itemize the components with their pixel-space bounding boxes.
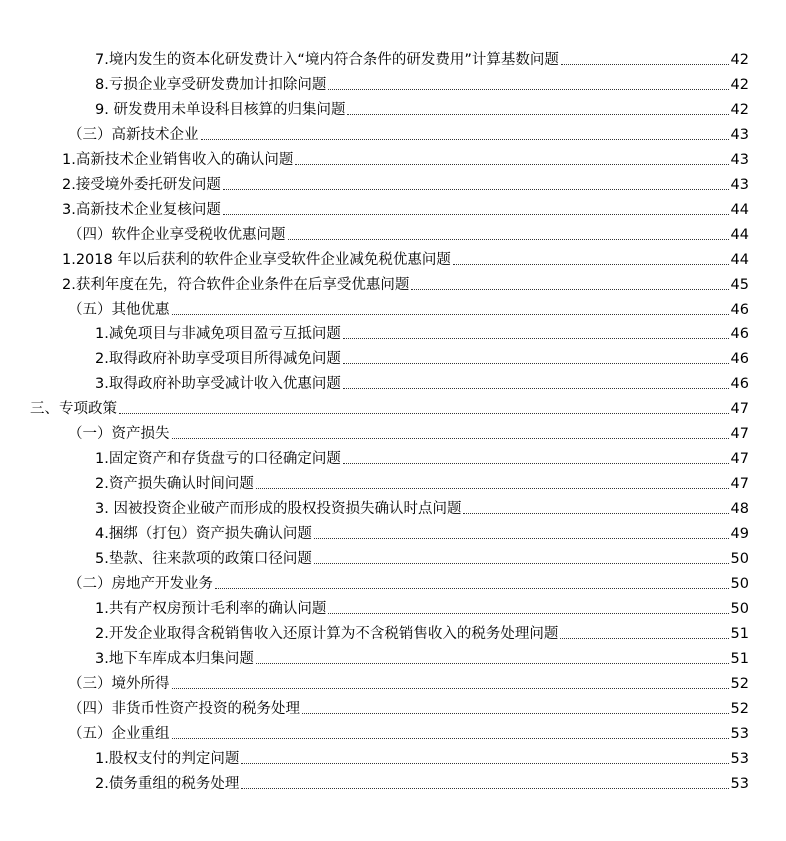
toc-entry-title: （四）软件企业享受税收优惠问题 (68, 226, 286, 243)
toc-page-number: 50 (730, 600, 749, 617)
dot-leader (560, 638, 728, 639)
dot-leader (343, 388, 729, 389)
toc-page-number: 53 (730, 750, 749, 767)
toc-page-number: 51 (730, 625, 749, 642)
toc-entry-title: 1.2018 年以后获利的软件企业享受软件企业减免税优惠问题 (62, 251, 451, 268)
toc-entry[interactable] (68, 419, 749, 444)
toc-page-number: 44 (730, 226, 749, 243)
toc-entry[interactable] (95, 70, 749, 95)
toc-page-number: 51 (730, 650, 749, 667)
toc-page-number: 44 (730, 201, 749, 218)
toc-entry[interactable] (95, 45, 749, 70)
toc-page-number: 50 (730, 551, 749, 567)
toc-entry-title: 1.高新技术企业销售收入的确认问题 (62, 151, 294, 168)
toc-entry[interactable] (95, 594, 749, 619)
toc-entry[interactable] (95, 619, 749, 644)
toc-page-number: 50 (730, 575, 749, 592)
toc-entry[interactable] (68, 669, 749, 694)
toc-page-number: 52 (730, 675, 749, 692)
toc-page-number: 48 (730, 501, 749, 518)
toc-entry[interactable] (95, 744, 749, 769)
toc-entry-title: 8.亏损企业享受研发费加计扣除问题 (95, 76, 327, 93)
toc-entry-title: 5.垫款、往来款项的政策口径问题 (95, 551, 312, 567)
dot-leader (172, 738, 729, 739)
toc-page-number: 46 (730, 326, 749, 343)
toc-page-number: 46 (730, 301, 749, 318)
toc-entry[interactable] (95, 319, 749, 344)
toc-page-number: 42 (730, 76, 749, 93)
toc-entry-title: 2.获利年度在先，符合软件企业条件在后享受优惠问题 (62, 276, 410, 293)
toc-entry[interactable] (95, 644, 749, 669)
dot-leader (256, 488, 729, 489)
toc-entry[interactable] (68, 719, 749, 744)
toc-page-number: 46 (730, 351, 749, 368)
toc-entry-title: （三）境外所得 (68, 675, 170, 692)
dot-leader (295, 164, 728, 165)
toc-entry-title: 3. 因被投资企业破产而形成的股权投资损失确认时点问题 (95, 501, 462, 518)
toc-page-number: 52 (730, 700, 749, 717)
toc-entry[interactable] (68, 569, 749, 594)
toc-page-number: 47 (730, 451, 749, 468)
dot-leader (343, 463, 729, 464)
toc-entry-title: 1.共有产权房预计毛利率的确认问题 (95, 600, 327, 617)
toc-entry[interactable] (62, 245, 749, 270)
toc-entry-title: 4.捆绑（打包）资产损失确认问题 (95, 526, 312, 543)
toc-entry-title: 3.取得政府补助享受减计收入优惠问题 (95, 376, 341, 393)
dot-leader (223, 214, 729, 215)
toc-entry[interactable] (62, 170, 749, 195)
dot-leader (119, 413, 729, 414)
dot-leader (411, 289, 728, 290)
toc-entry-title: （五）其他优惠 (68, 301, 170, 318)
toc-entry[interactable] (30, 394, 749, 419)
dot-leader (172, 314, 729, 315)
toc-entry[interactable] (95, 95, 749, 120)
dot-leader (288, 239, 729, 240)
toc-entry[interactable] (95, 519, 749, 544)
toc-entry-title: 2.债务重组的税务处理 (95, 775, 240, 792)
toc-entry[interactable] (95, 469, 749, 494)
dot-leader (302, 713, 729, 714)
toc-page-number: 53 (730, 775, 749, 792)
toc-entry-title: （五）企业重组 (68, 725, 170, 742)
toc-page-number: 42 (730, 101, 749, 118)
toc-entry-title: 1.股权支付的判定问题 (95, 750, 240, 767)
toc-entry-title: （一）资产损失 (68, 426, 170, 443)
dot-leader (172, 438, 729, 439)
toc-entry-title: （四）非货币性资产投资的税务处理 (68, 700, 300, 717)
dot-leader (314, 538, 729, 539)
toc-entry-title: （三）高新技术企业 (68, 126, 199, 143)
dot-leader (328, 89, 728, 90)
dot-leader (215, 588, 729, 589)
toc-entry[interactable] (95, 769, 749, 794)
toc-page-number: 43 (730, 126, 749, 143)
toc-entry[interactable] (62, 195, 749, 220)
toc-page-number: 49 (730, 526, 749, 543)
toc-entry[interactable] (68, 295, 749, 320)
toc-page-number: 43 (730, 151, 749, 168)
dot-leader (314, 563, 729, 564)
toc-entry[interactable] (95, 494, 749, 519)
toc-page-number: 53 (730, 725, 749, 742)
toc-entry-title: 三、专项政策 (30, 401, 117, 418)
toc-entry-title: 9. 研发费用未单设科目核算的归集问题 (95, 101, 346, 118)
dot-leader (347, 114, 728, 115)
dot-leader (561, 64, 729, 65)
toc-entry[interactable] (68, 694, 749, 719)
toc-entry[interactable] (95, 444, 749, 469)
dot-leader (241, 763, 728, 764)
dot-leader (172, 688, 729, 689)
toc-entry[interactable] (95, 544, 749, 569)
toc-entry[interactable] (95, 369, 749, 394)
toc-entry[interactable] (68, 220, 749, 245)
toc-page-number: 45 (730, 276, 749, 293)
toc-page-number: 47 (730, 426, 749, 443)
toc-entry-title: 7.境内发生的资本化研发费计入“境内符合条件的研发费用”计算基数问题 (95, 52, 559, 68)
toc-page-number: 43 (730, 176, 749, 193)
toc-page-number: 47 (730, 476, 749, 493)
toc-entry-title: 2.取得政府补助享受项目所得减免问题 (95, 351, 341, 368)
dot-leader (241, 788, 728, 789)
dot-leader (453, 264, 729, 265)
toc-entry[interactable] (68, 120, 749, 145)
dot-leader (201, 139, 729, 140)
dot-leader (343, 363, 729, 364)
toc-entry-title: 2.接受境外委托研发问题 (62, 176, 221, 193)
toc-entry-title: 2.资产损失确认时间问题 (95, 476, 254, 493)
dot-leader (343, 338, 729, 339)
toc-entry-title: （二）房地产开发业务 (68, 575, 213, 592)
toc-page-number: 46 (730, 376, 749, 393)
toc-page-number: 44 (730, 251, 749, 268)
dot-leader (256, 663, 729, 664)
dot-leader (223, 189, 729, 190)
dot-leader (463, 513, 728, 514)
toc-entry-title: 3.地下车库成本归集问题 (95, 650, 254, 667)
toc-page-number: 47 (730, 401, 749, 418)
toc-entry-title: 2.开发企业取得含税销售收入还原计算为不含税销售收入的税务处理问题 (95, 625, 559, 642)
toc-entry-title: 1.减免项目与非减免项目盈亏互抵问题 (95, 326, 341, 343)
toc-page-number: 42 (730, 52, 749, 68)
toc-entry[interactable] (62, 145, 749, 170)
toc-entry-title: 1.固定资产和存货盘亏的口径确定问题 (95, 451, 341, 468)
dot-leader (328, 613, 728, 614)
toc-entry[interactable] (62, 270, 749, 295)
toc-entry[interactable] (95, 344, 749, 369)
toc-entry-title: 3.高新技术企业复核问题 (62, 201, 221, 218)
